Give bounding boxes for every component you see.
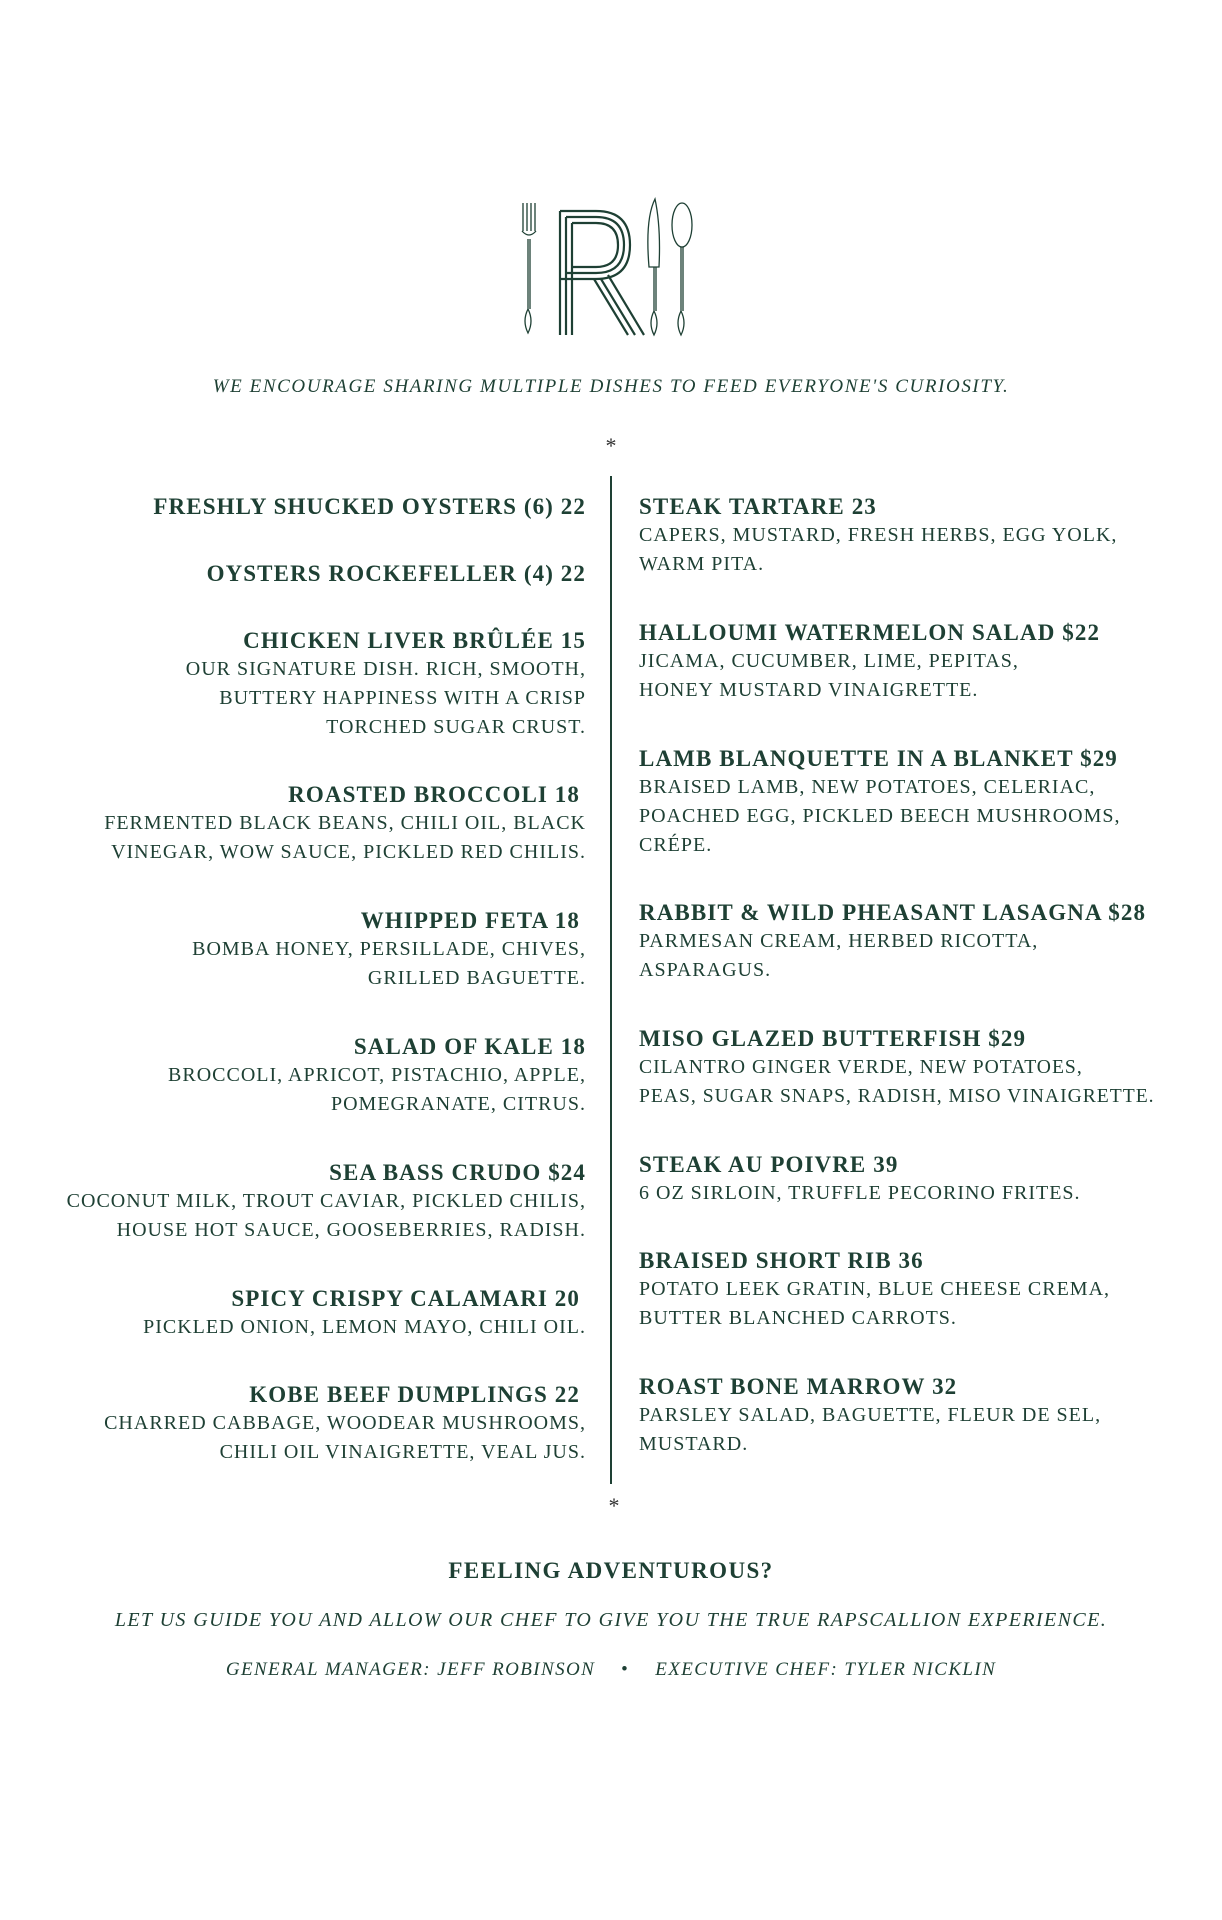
menu-item: [639, 1150, 1209, 1208]
menu-item: [20, 492, 586, 521]
menu-item-description: CAPERS, MUSTARD, FRESH HERBS, EGG YOLK, WARM PITA.: [639, 524, 1118, 575]
menu-item: [20, 1380, 586, 1467]
menu-item-description: CHARRED CABBAGE, WOODEAR MUSHROOMS, CHILI OIL VINAIGRETTE, VEAL JUS.: [104, 1412, 586, 1463]
adventure-heading: FEELING ADVENTUROUS?: [448, 1558, 774, 1583]
menu-item-name: KOBE BEEF DUMPLINGS 22: [249, 1382, 580, 1407]
menu-item-name: WHIPPED FETA 18: [360, 908, 580, 933]
menu-item: [20, 1284, 586, 1342]
menu-item-description: PARMESAN CREAM, HERBED RICOTTA, ASPARAGUS.: [639, 930, 1039, 981]
menu-item-description: FERMENTED BLACK BEANS, CHILI OIL, BLACK VINEGAR, WOW SAUCE, PICKLED RED CHILIS.: [104, 812, 586, 863]
menu-item: [639, 898, 1209, 985]
menu-item-name: ROAST BONE MARROW 32: [639, 1374, 958, 1399]
r-monogram-icon: [560, 211, 644, 335]
bullet-separator: •: [621, 1659, 630, 1680]
spoon-icon: [672, 203, 692, 335]
menu-item-name: FRESHLY SHUCKED OYSTERS (6) 22: [153, 494, 586, 519]
separator-star-bottom: *: [608, 1493, 620, 1518]
menu-item-description: PICKLED ONION, LEMON MAYO, CHILI OIL.: [143, 1316, 586, 1338]
menu-item-name: ROASTED BROCCOLI 18: [288, 782, 580, 807]
menu-item-name: HALLOUMI WATERMELON SALAD $22: [639, 620, 1101, 645]
menu-item-name: SPICY CRISPY CALAMARI 20: [231, 1286, 580, 1311]
menu-item-description: JICAMA, CUCUMBER, LIME, PEPITAS, HONEY MUSTARD VINAIGRETTE.: [639, 650, 1019, 701]
menu-item-description: BRAISED LAMB, NEW POTATOES, CELERIAC, POACHED EGG, PICKLED BEECH MUSHROOMS, CRÉPE.: [639, 776, 1121, 856]
menu-item: [639, 492, 1209, 579]
general-manager: GENERAL MANAGER: JEFF ROBINSON: [225, 1659, 596, 1680]
menu-item: [20, 1158, 586, 1245]
adventure-text: LET US GUIDE YOU AND ALLOW OUR CHEF TO GIVE YOU THE TRUE RAPSCALLION EXPERIENCE.: [114, 1609, 1108, 1631]
menu-item-description: PARSLEY SALAD, BAGUETTE, FLEUR DE SEL, MUSTARD.: [639, 1404, 1102, 1455]
menu-item: [639, 744, 1209, 860]
menu-item-description: BROCCOLI, APRICOT, PISTACHIO, APPLE, POMEGRANATE, CITRUS.: [168, 1064, 586, 1115]
menu-item-name: BRAISED SHORT RIB 36: [639, 1248, 924, 1273]
menu-item-name: RABBIT & WILD PHEASANT LASAGNA $28: [639, 900, 1147, 925]
menu-item-name: STEAK AU POIVRE 39: [639, 1152, 899, 1177]
menu-item-description: 6 OZ SIRLOIN, TRUFFLE PECORINO FRITES.: [639, 1182, 1081, 1204]
menu-item: [20, 780, 586, 867]
menu-item-name: LAMB BLANQUETTE IN A BLANKET $29: [639, 746, 1118, 771]
menu-item-description: COCONUT MILK, TROUT CAVIAR, PICKLED CHILIS, HOUSE HOT SAUCE, GOOSEBERRIES, RADISH.: [66, 1190, 586, 1241]
menu-item: [639, 1372, 1209, 1459]
menu-item-name: SALAD OF KALE 18: [353, 1034, 586, 1059]
separator-star-top: *: [605, 433, 617, 458]
knife-icon: [648, 199, 660, 335]
menu-item-description: OUR SIGNATURE DISH. RICH, SMOOTH, BUTTERY HAPPINESS WITH A CRISP TORCHED SUGAR CRUST.: [185, 658, 586, 738]
menu-item: [639, 1246, 1209, 1333]
fork-icon: [522, 203, 536, 333]
menu-item: [20, 1032, 586, 1119]
menu-item-name: STEAK TARTARE 23: [639, 494, 877, 519]
menu-item: [20, 906, 586, 993]
menu-item-name: MISO GLAZED BUTTERFISH $29: [639, 1026, 1027, 1051]
menu-item: [20, 559, 586, 588]
menu-item: [639, 1024, 1209, 1111]
tagline: WE ENCOURAGE SHARING MULTIPLE DISHES TO FEED EVERYONE'S CURIOSITY.: [212, 376, 1010, 397]
menu-item-name: CHICKEN LIVER BRÛLÉE 15: [243, 628, 586, 653]
menu-item-description: BOMBA HONEY, PERSILLADE, CHIVES, GRILLED BAGUETTE.: [192, 938, 586, 989]
menu-item-name: SEA BASS CRUDO $24: [329, 1160, 586, 1185]
restaurant-logo: [510, 195, 710, 345]
menu-item-name: OYSTERS ROCKEFELLER (4) 22: [206, 561, 586, 586]
menu-item-description: CILANTRO GINGER VERDE, NEW POTATOES, PEAS, SUGAR SNAPS, RADISH, MISO VINAIGRETTE.: [639, 1057, 1155, 1107]
staff-credits: [0, 1659, 1222, 1681]
center-divider: [610, 476, 612, 1484]
menu-item: [639, 618, 1209, 705]
menu-item: [20, 626, 586, 742]
menu-item-description: POTATO LEEK GRATIN, BLUE CHEESE CREMA, BUTTER BLANCHED CARROTS.: [639, 1278, 1111, 1329]
executive-chef: EXECUTIVE CHEF: TYLER NICKLIN: [655, 1659, 997, 1680]
